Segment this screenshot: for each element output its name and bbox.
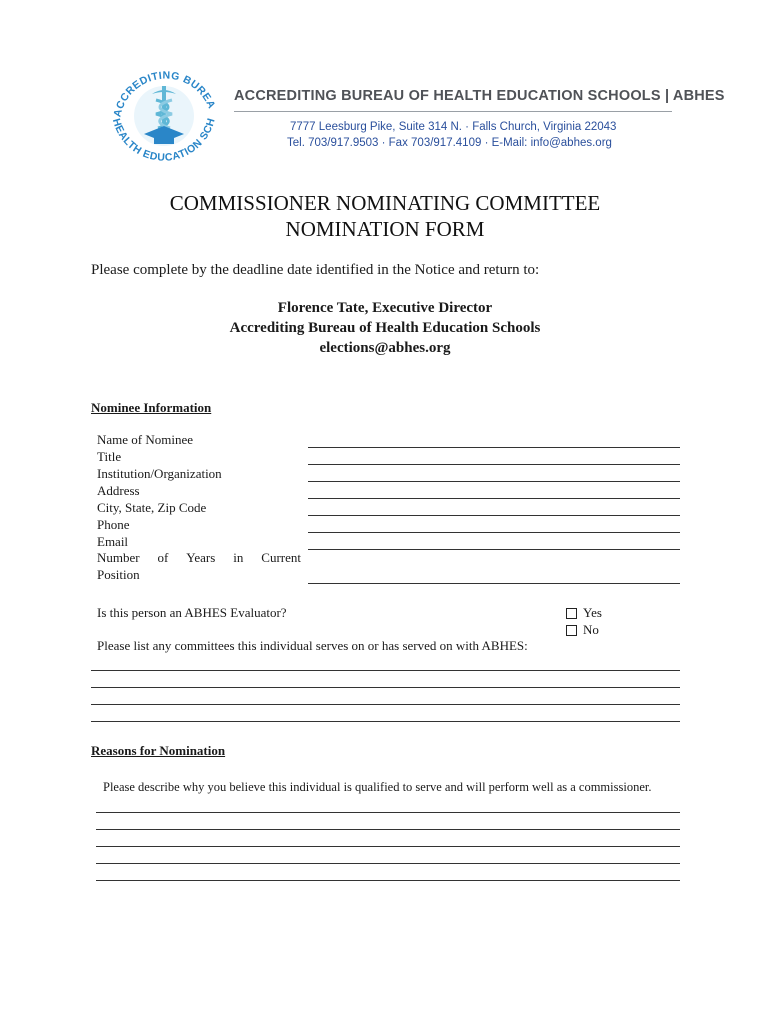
logo-text-bottom: HEALTH EDUCATION SCH	[109, 116, 218, 164]
form-title-line2: NOMINATION FORM	[285, 217, 485, 241]
committees-line[interactable]	[91, 704, 680, 705]
option-yes-label: Yes	[583, 605, 602, 620]
reason-line[interactable]	[96, 812, 680, 813]
reasons-heading: Reasons for Nomination	[91, 743, 226, 758]
option-no-label: No	[583, 622, 599, 637]
years-word: of	[157, 550, 169, 565]
committees-question: Please list any committees this individual serves on or has served on with ABHES:	[97, 638, 528, 653]
return-name: Florence Tate, Executive Director	[277, 300, 493, 316]
reason-line[interactable]	[96, 880, 680, 881]
email-input-line[interactable]	[308, 549, 680, 550]
address-input-line[interactable]	[308, 498, 680, 499]
evaluator-question: Is this person an ABHES Evaluator?	[97, 605, 287, 620]
committees-line[interactable]	[91, 687, 680, 688]
field-label-email: Email	[97, 534, 129, 549]
city-state-zip-input-line[interactable]	[308, 515, 680, 516]
header-divider	[234, 111, 672, 112]
logo-text-top: ACCREDITING BUREA	[111, 69, 218, 119]
field-label-institution: Institution/Organization	[97, 466, 222, 481]
years-word: Current	[261, 550, 301, 565]
field-label-title: Title	[97, 449, 122, 464]
field-label-years	[97, 550, 301, 566]
years-word: in	[233, 550, 244, 565]
option-yes[interactable]	[566, 605, 602, 621]
checkbox-icon[interactable]	[566, 608, 577, 619]
reason-line[interactable]	[96, 863, 680, 864]
option-no[interactable]	[566, 622, 599, 638]
years-word: Number	[97, 550, 140, 565]
reasons-prompt: Please describe why you believe this individual is qualified to serve and will perform well as a commissioner.	[103, 780, 652, 794]
return-org: Accrediting Bureau of Health Education Schools	[229, 320, 541, 336]
intro-text: Please complete by the deadline date identified in the Notice and return to:	[91, 262, 540, 278]
org-name: ACCREDITING BUREAU OF HEALTH EDUCATION SCHOOLS | ABHES	[234, 88, 725, 104]
field-label-address: Address	[97, 483, 140, 498]
form-title-line1: COMMISSIONER NOMINATING COMMITTEE	[169, 191, 601, 215]
reason-line[interactable]	[96, 846, 680, 847]
institution-input-line[interactable]	[308, 481, 680, 482]
nominee-info-heading: Nominee Information	[91, 400, 212, 415]
field-label-phone: Phone	[97, 517, 130, 532]
org-contact: Tel. 703/917.9503 · Fax 703/917.4109 · E-Mail: info@abhes.org	[287, 137, 612, 149]
years-input-line[interactable]	[308, 583, 680, 584]
name-input-line[interactable]	[308, 447, 680, 448]
return-email[interactable]: elections@abhes.org	[319, 340, 451, 356]
reason-line[interactable]	[96, 829, 680, 830]
committees-line[interactable]	[91, 670, 680, 671]
phone-input-line[interactable]	[308, 532, 680, 533]
field-label-city-state-zip: City, State, Zip Code	[97, 500, 207, 515]
org-address: 7777 Leesburg Pike, Suite 314 N. · Falls Church, Virginia 22043	[290, 121, 617, 133]
years-word: Years	[186, 550, 216, 565]
checkbox-icon[interactable]	[566, 625, 577, 636]
field-label-position: Position	[97, 567, 140, 582]
title-input-line[interactable]	[308, 464, 680, 465]
abhes-logo	[98, 50, 228, 180]
field-label-name: Name of Nominee	[97, 432, 194, 447]
committees-line[interactable]	[91, 721, 680, 722]
